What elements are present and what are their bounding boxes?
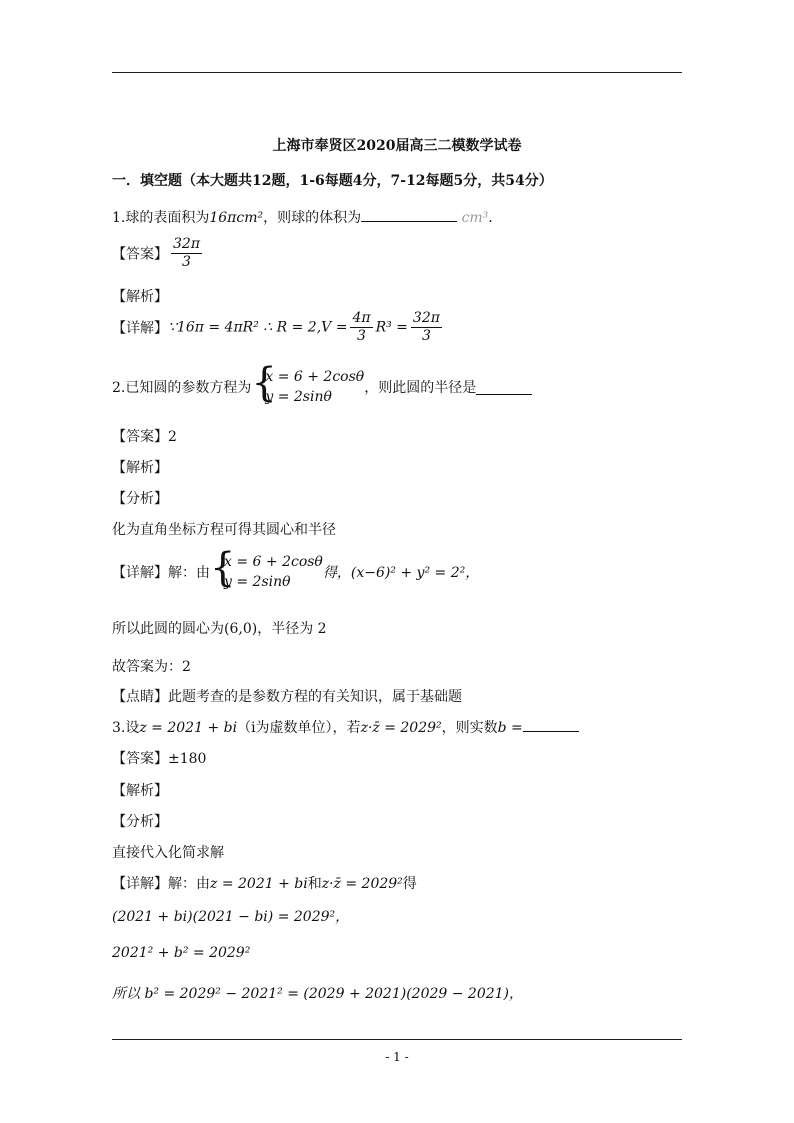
q1-stem-mid: ，则球的体积为	[263, 210, 362, 226]
q1-detail-f2-den: 3	[421, 328, 431, 344]
q3-stem-mid: （i为虚数单位），若	[237, 720, 361, 736]
q3-detail-pre: 【详解】解：由	[112, 876, 210, 892]
q2-fenxi-tag: 【分析】	[112, 491, 168, 507]
q3-stem	[112, 717, 579, 737]
q1-stem-area: 16πcm²	[209, 210, 264, 226]
q2-answer-blank	[476, 380, 532, 395]
q3-answer-blank	[523, 717, 579, 732]
q1-detail-f2-num: 32π	[412, 310, 440, 326]
q1-analysis-tag: 【解析】	[112, 289, 168, 305]
q3-stem-cond: z·z̄ = 2029²	[360, 720, 442, 736]
q2-fenxi-text: 化为直角坐标方程可得其圆心和半径	[112, 522, 336, 538]
q2-detail-eq2: y = 2sinθ	[224, 574, 291, 590]
q2-stem	[112, 360, 532, 407]
q3-fenxi-text: 直接代入化简求解	[112, 845, 224, 861]
q3-step2: 2021² + b² = 2029²	[112, 945, 251, 961]
q1-detail-fraction-2	[411, 310, 442, 345]
q3-detail-de: 得	[402, 876, 417, 892]
left-brace-icon: {	[251, 360, 277, 406]
q2-detail	[112, 545, 480, 592]
q3-fenxi-tag: 【分析】	[112, 814, 168, 830]
section-heading: 一．填空题（本大题共12题，1-6每题4分，7-12每题5分，共54分）	[112, 173, 553, 189]
q3-detail	[112, 873, 417, 893]
q2-eq1: x = 6 + 2cosθ	[265, 369, 365, 385]
q1-stem-end: .	[488, 210, 493, 226]
q3-detail-and: 和	[307, 876, 322, 892]
q3-stem-post: ，则实数	[441, 720, 498, 736]
q2-final: 故答案为：2	[112, 659, 191, 675]
q2-answer: 【答案】2	[112, 429, 177, 445]
q1-stem-pre: 1.球的表面积为	[112, 210, 210, 226]
q1-answer	[112, 236, 205, 271]
footer-rule	[112, 1039, 682, 1040]
q3-analysis-tag: 【解析】	[112, 783, 168, 799]
q2-stem-pre: 2.已知圆的参数方程为	[112, 380, 252, 396]
q1-answer-blank	[361, 207, 457, 222]
q3-stem-z: z = 2021 + bi	[139, 720, 238, 736]
q2-detail-eq1: x = 6 + 2cosθ	[224, 554, 323, 570]
q2-detail-pre: 【详解】解：由	[112, 565, 210, 581]
q2-detail-post: 得，(x−6)² + y² = 2²，	[322, 565, 480, 581]
q3-answer: 【答案】±180	[112, 751, 207, 767]
q3-stem-b: b =	[497, 720, 523, 736]
q2-analysis-tag: 【解析】	[112, 460, 168, 476]
q1-detail-f1-num: 4π	[352, 310, 371, 326]
q3-step3: 所以 b² = 2029² − 2021² = (2029 + 2021)(2029 − 2021)，	[112, 986, 524, 1002]
q1-detail	[112, 310, 445, 345]
q2-detail-system	[210, 545, 323, 592]
q2-eq2: y = 2sinθ	[265, 389, 332, 405]
q1-stem	[112, 207, 493, 227]
q1-stem-unit: cm³	[461, 210, 489, 226]
page-title: 上海市奉贤区2020届高三二模数学试卷	[272, 138, 522, 154]
q2-stem-post: ，则此圆的半径是	[364, 380, 477, 396]
q3-detail-z: z = 2021 + bi	[210, 876, 308, 892]
q1-answer-den: 3	[182, 254, 191, 270]
header-rule	[112, 72, 682, 73]
q2-center: 所以此圆的圆心为(6,0)，半径为 2	[112, 621, 327, 637]
q1-detail-b: R³ =	[375, 319, 408, 336]
q1-detail-tag: 【详解】	[112, 320, 168, 337]
q2-equation-system	[251, 360, 365, 407]
q2-comment: 【点睛】此题考查的是参数方程的有关知识，属于基础题	[112, 689, 462, 705]
q1-answer-num: 32π	[173, 236, 201, 252]
left-brace-icon: {	[210, 545, 236, 591]
q1-detail-a: ∵16π = 4πR² ∴ R = 2,V =	[168, 319, 348, 336]
q3-stem-pre: 3.设	[112, 720, 140, 736]
q1-detail-f1-den: 3	[357, 328, 366, 344]
q1-detail-fraction-1	[350, 310, 372, 345]
q1-answer-fraction	[171, 236, 202, 271]
page-number: - 1 -	[385, 1050, 409, 1064]
q3-detail-cond: z·z̄ = 2029²	[321, 876, 403, 892]
q3-step1: (2021 + bi)(2021 − bi) = 2029²，	[112, 909, 350, 925]
q1-answer-tag: 【答案】	[112, 246, 168, 263]
